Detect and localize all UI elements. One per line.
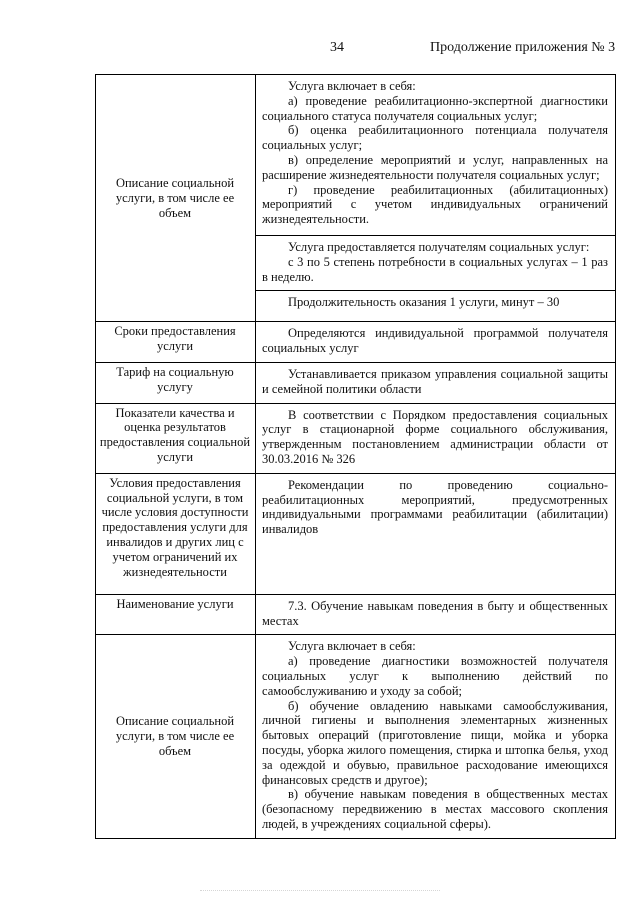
- description-cell: [256, 75, 616, 236]
- service-name-cell: [256, 594, 616, 635]
- duration-text: Продолжительность оказания 1 услуги, минут – 30: [288, 295, 560, 310]
- quality-cell: [256, 403, 616, 473]
- description-item-v: в) определение мероприятий и услуг, направленных на расширение жизнедеятельности получателя социальных услуг;: [262, 152, 608, 182]
- table-row: [96, 322, 616, 363]
- table-row: [96, 635, 616, 838]
- row-label-description-2: Описание социальной услуги, в том числе ее объем: [96, 635, 256, 838]
- recipients-cell: [256, 236, 616, 291]
- quality-text: В соответствии с Порядком предоставления социальных услуг в стационарной форме социального обслуживания, утвержденным постановлением администрации области от 30.03.2016 № 326: [262, 407, 608, 466]
- conditions-cell: [256, 473, 616, 594]
- table-row: [96, 594, 616, 635]
- description-item-g: г) проведение реабилитационных (абилитационных) мероприятий с учетом индивидуальных ограничений жизнедеятельности.: [262, 182, 608, 227]
- description-2-item-v: в) обучение навыкам поведения в общественных местах (безопасному передвижению в местах массового скопления людей, в учреждениях социальной сферы).: [262, 787, 608, 831]
- terms-cell: [256, 322, 616, 363]
- row-label-name: Наименование услуги: [96, 594, 256, 635]
- description-2-intro: Услуга включает в себя:: [288, 639, 416, 654]
- row-label-conditions: Условия предоставления социальной услуги, в том числе условия доступности предоставления услуги для инвалидов и других лиц с учетом ограничений их жизнедеятельности: [96, 473, 256, 594]
- table-row: [96, 75, 616, 236]
- table-row: [96, 403, 616, 473]
- description-2-item-a: а) проведение диагностики возможностей получателя социальных услуг к выполнению действий по самообслуживанию и уходу за собой;: [262, 654, 608, 698]
- frequency-text: с 3 по 5 степень потребности в социальных услугах – 1 раз в неделю.: [262, 254, 608, 284]
- row-label-quality: Показатели качества и оценка результатов предоставления социальной услуги: [96, 403, 256, 473]
- service-name-text: 7.3. Обучение навыкам поведения в быту и общественных местах: [262, 598, 608, 628]
- description-item-a: а) проведение реабилитационно-экспертной диагностики социального статуса получателя социальных услуг;: [262, 93, 608, 123]
- scan-artifact: [200, 890, 440, 894]
- conditions-text: Рекомендации по проведению социально-реабилитационных мероприятий, предусмотренных индивидуальными программами реабилитации (абилитации) инвалидов: [262, 477, 608, 537]
- description-2-item-b: б) обучение овладению навыками самообслуживания, личной гигиены и выполнения элементарных жизненных бытовых операций (приготовление пищи, мойка и уборка посуды, уборка жилого помещения, стирка и штопка белья, уход за одеждой и обувью, правильное расходование имеющихся финансовых средств и другое);: [262, 698, 608, 787]
- tariff-text: Устанавливается приказом управления социальной защиты и семейной политики области: [262, 366, 608, 396]
- terms-text: Определяются индивидуальной программой получателя социальных услуг: [262, 326, 608, 356]
- row-label-tariff: Тариф на социальную услугу: [96, 362, 256, 403]
- annex-caption: Продолжение приложения № 3: [430, 40, 616, 55]
- table-row: [96, 362, 616, 403]
- page-number: 34: [330, 40, 344, 55]
- description-item-b: б) оценка реабилитационного потенциала получателя социальных услуг;: [262, 123, 608, 153]
- description-intro: Услуга включает в себя:: [288, 79, 416, 93]
- tariff-cell: [256, 362, 616, 403]
- duration-cell: [256, 291, 616, 322]
- row-label-terms: Сроки предоставления услуги: [96, 322, 256, 363]
- table-row: [96, 473, 616, 594]
- service-table: [95, 74, 616, 839]
- description-2-cell: [256, 635, 616, 838]
- recipients-text: Услуга предоставляется получателям социальных услуг:: [288, 240, 590, 254]
- row-label-description: Описание социальной услуги, в том числе ее объем: [96, 75, 256, 322]
